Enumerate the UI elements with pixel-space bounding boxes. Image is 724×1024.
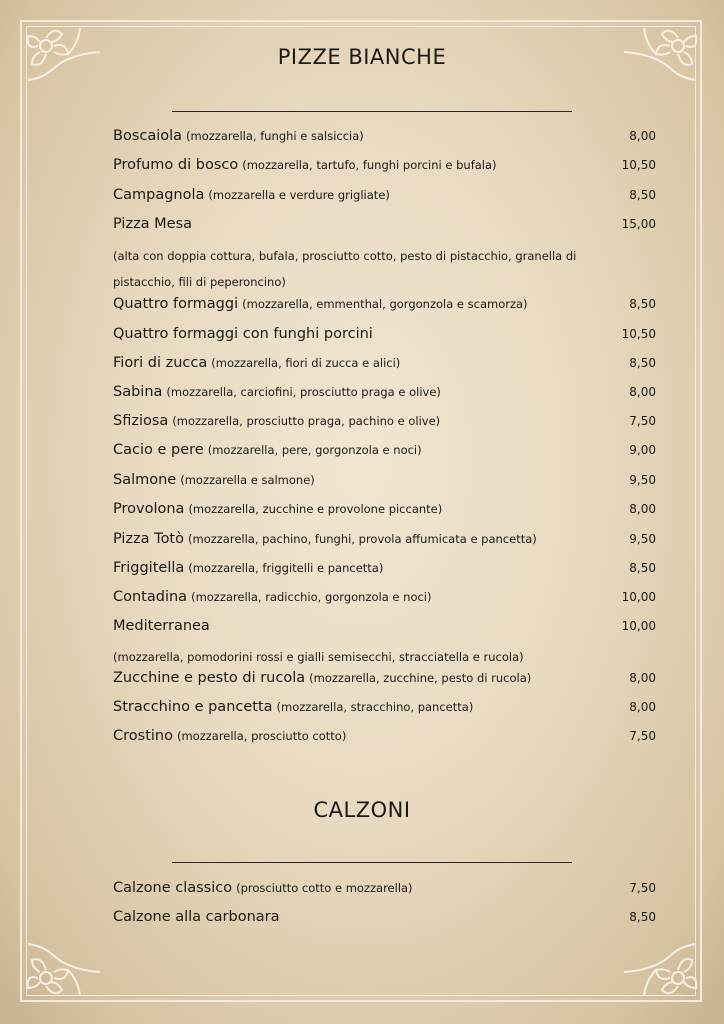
item-price: 7,50 [629, 414, 656, 428]
menu-item [113, 296, 656, 320]
section-title-bianche: PIZZE BIANCHE [277, 45, 447, 69]
item-name: Zucchine e pesto di rucola [113, 670, 306, 686]
item-price: 9,50 [629, 473, 656, 487]
menu-item [113, 442, 656, 466]
item-desc-extra: (mozzarella, pomodorini rossi e gialli semisecchi, stracciatella e rucola) [113, 650, 524, 664]
menu-item [113, 128, 656, 152]
item-price: 7,50 [629, 881, 656, 895]
item-price: 8,00 [629, 129, 656, 143]
item-price: 8,50 [629, 910, 656, 924]
menu-item [113, 501, 656, 525]
menu-item [113, 699, 656, 723]
item-price: 15,00 [621, 217, 656, 231]
item-desc: (mozzarella, funghi e salsiccia) [186, 129, 364, 143]
item-price: 10,00 [621, 590, 656, 604]
menu-item [113, 531, 656, 555]
item-name: Salmone [113, 472, 177, 488]
item-desc-extra: (alta con doppia cottura, bufala, prosciutto cotto, pesto di pistacchio, granella di [113, 249, 577, 263]
item-price: 8,50 [629, 297, 656, 311]
item-price: 10,50 [621, 158, 656, 172]
menu-item [113, 187, 656, 211]
item-price: 8,50 [629, 561, 656, 575]
menu-item [113, 589, 656, 613]
item-desc: (prosciutto cotto e mozzarella) [236, 881, 413, 895]
menu-item [113, 413, 656, 437]
item-name: Mediterranea [113, 618, 210, 634]
item-desc: (mozzarella, emmenthal, gorgonzola e scamorza) [242, 297, 528, 311]
section-divider [172, 862, 572, 863]
menu-item [113, 670, 656, 694]
item-name: Calzone alla carbonara [113, 909, 280, 925]
item-name: Sfiziosa [113, 413, 169, 429]
item-name: Calzone classico [113, 880, 233, 896]
item-desc-extra: pistacchio, fili di peperoncino) [113, 275, 286, 289]
item-name: Quattro formaggi con funghi porcini [113, 326, 373, 342]
item-name: Campagnola [113, 187, 205, 203]
menu-item [113, 326, 656, 350]
menu-item [113, 728, 656, 752]
item-price: 10,50 [621, 327, 656, 341]
item-price: 8,00 [629, 671, 656, 685]
item-price: 8,00 [629, 502, 656, 516]
item-price: 8,50 [629, 188, 656, 202]
menu-item [113, 560, 656, 584]
menu-item [113, 618, 656, 642]
item-name: Crostino [113, 728, 173, 744]
item-desc: (mozzarella, tartufo, funghi porcini e bufala) [242, 158, 497, 172]
item-name: Fiori di zucca [113, 355, 208, 371]
item-price: 9,00 [629, 443, 656, 457]
menu-item [113, 157, 656, 181]
item-name: Provolona [113, 501, 185, 517]
item-price: 7,50 [629, 729, 656, 743]
item-name: Cacio e pere [113, 442, 204, 458]
item-price: 10,00 [621, 619, 656, 633]
menu-item [113, 384, 656, 408]
menu-item [113, 880, 656, 904]
flower-ornament-icon [24, 920, 104, 1000]
section-title-calzoni: CALZONI [313, 798, 411, 822]
item-desc: (mozzarella, radicchio, gorgonzola e noci) [191, 590, 432, 604]
item-price: 9,50 [629, 532, 656, 546]
item-desc: (mozzarella, carciofini, prosciutto praga e olive) [166, 385, 441, 399]
item-desc: (mozzarella, zucchine e provolone piccante) [188, 502, 443, 516]
menu-item [113, 216, 656, 240]
item-name: Pizza Totò [113, 531, 184, 547]
menu-item [113, 472, 656, 496]
item-price: 8,50 [629, 356, 656, 370]
menu-item [113, 355, 656, 379]
item-desc: (mozzarella, pere, gorgonzola e noci) [207, 443, 422, 457]
item-name: Boscaiola [113, 128, 183, 144]
item-desc: (mozzarella, prosciutto cotto) [176, 729, 347, 743]
item-desc: (mozzarella, pachino, funghi, provola affumicata e pancetta) [188, 532, 537, 546]
menu-item [113, 909, 656, 933]
item-name: Contadina [113, 589, 188, 605]
item-desc: (mozzarella e salmone) [180, 473, 315, 487]
item-name: Sabina [113, 384, 163, 400]
item-desc: (mozzarella, zucchine, pesto di rucola) [309, 671, 532, 685]
item-desc: (mozzarella, fiori di zucca e alici) [211, 356, 401, 370]
item-name: Stracchino e pancetta [113, 699, 273, 715]
item-price: 8,00 [629, 700, 656, 714]
item-desc: (mozzarella, stracchino, pancetta) [276, 700, 474, 714]
section-divider [172, 111, 572, 112]
item-name: Pizza Mesa [113, 216, 193, 232]
item-name: Friggitella [113, 560, 185, 576]
item-desc: (mozzarella e verdure grigliate) [208, 188, 390, 202]
item-desc: (mozzarella, prosciutto praga, pachino e olive) [172, 414, 441, 428]
item-name: Quattro formaggi [113, 296, 239, 312]
item-price: 8,00 [629, 385, 656, 399]
item-desc: (mozzarella, friggitelli e pancetta) [188, 561, 384, 575]
item-name: Profumo di bosco [113, 157, 239, 173]
